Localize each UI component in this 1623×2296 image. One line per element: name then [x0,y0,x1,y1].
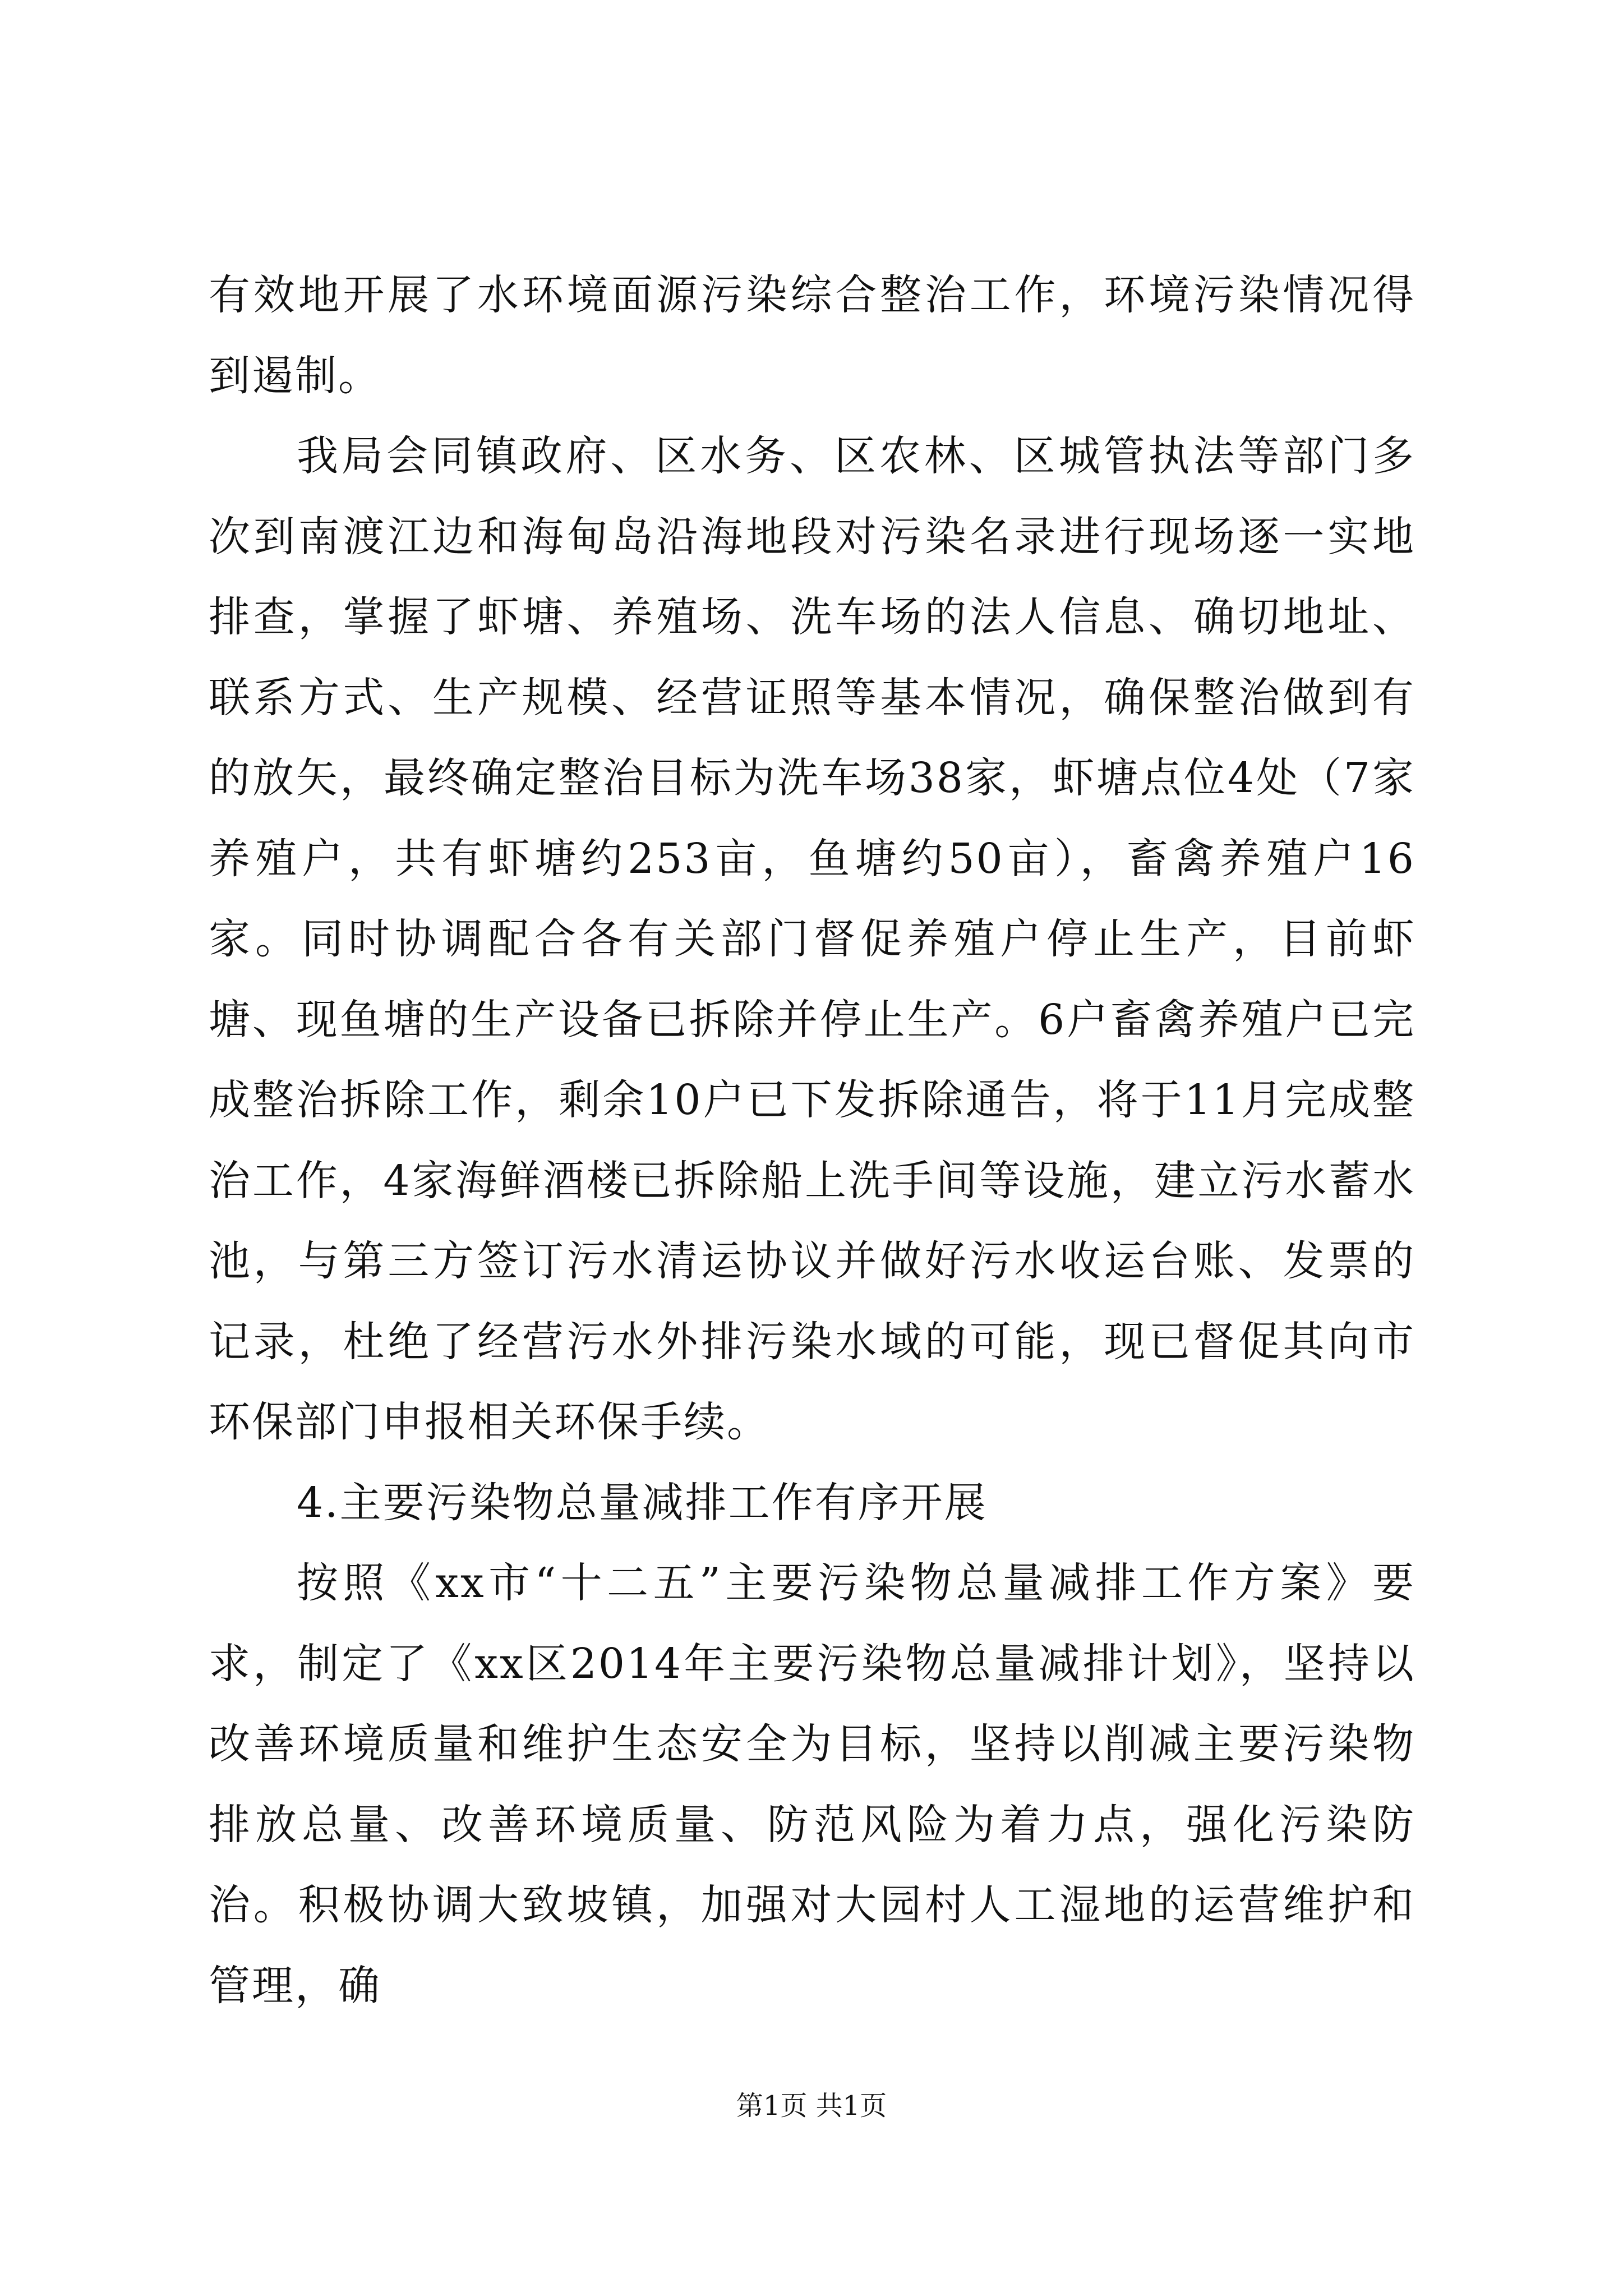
document-body [209,255,1415,2026]
page-footer: 第1页 共1页 [736,2090,887,2122]
paragraph-2: 我局会同镇政府、区水务、区农林、区城管执法等部门多次到南渡江边和海甸岛沿海地段对污染名录进行现场逐一实地排查，掌握了虾塘、养殖场、洗车场的法人信息、确切地址、联系方式、生产规模、经营证照等基本情况，确保整治做到有的放矢，最终确定整治目标为洗车场38家，虾塘点位4处（7家养殖户，共有虾塘约253亩，鱼塘约50亩），畜禽养殖户16家。同时协调配合各有关部门督促养殖户停止生产，目前虾塘、现鱼塘的生产设备已拆除并停止生产。6户畜禽养殖户已完成整治拆除工作，剩余10户已下发拆除通告，将于11月完成整治工作，4家海鲜酒楼已拆除船上洗手间等设施，建立污水蓄水池，与第三方签订污水清运协议并做好污水收运台账、发票的记录，杜绝了经营污水外排污染水域的可能，现已督促其向市环保部门申报相关环保手续。 [209,432,1415,1446]
paragraph-3: 按照《xx市“十二五”主要污染物总量减排工作方案》要求，制定了《xx区2014年主要污染物总量减排计划》，坚持以改善环境质量和维护生态安全为目标，坚持以削减主要污染物排放总量、改善环境质量、防范风险为着力点，强化污染防治。积极协调大致坡镇，加强对大园村人工湿地的运营维护和管理，确 [209,1559,1415,2010]
paragraph-1: 有效地开展了水环境面源污染综合整治工作，环境污染情况得到遏制。 [209,271,1415,400]
section-heading: 4.主要污染物总量减排工作有序开展 [297,1478,988,1527]
